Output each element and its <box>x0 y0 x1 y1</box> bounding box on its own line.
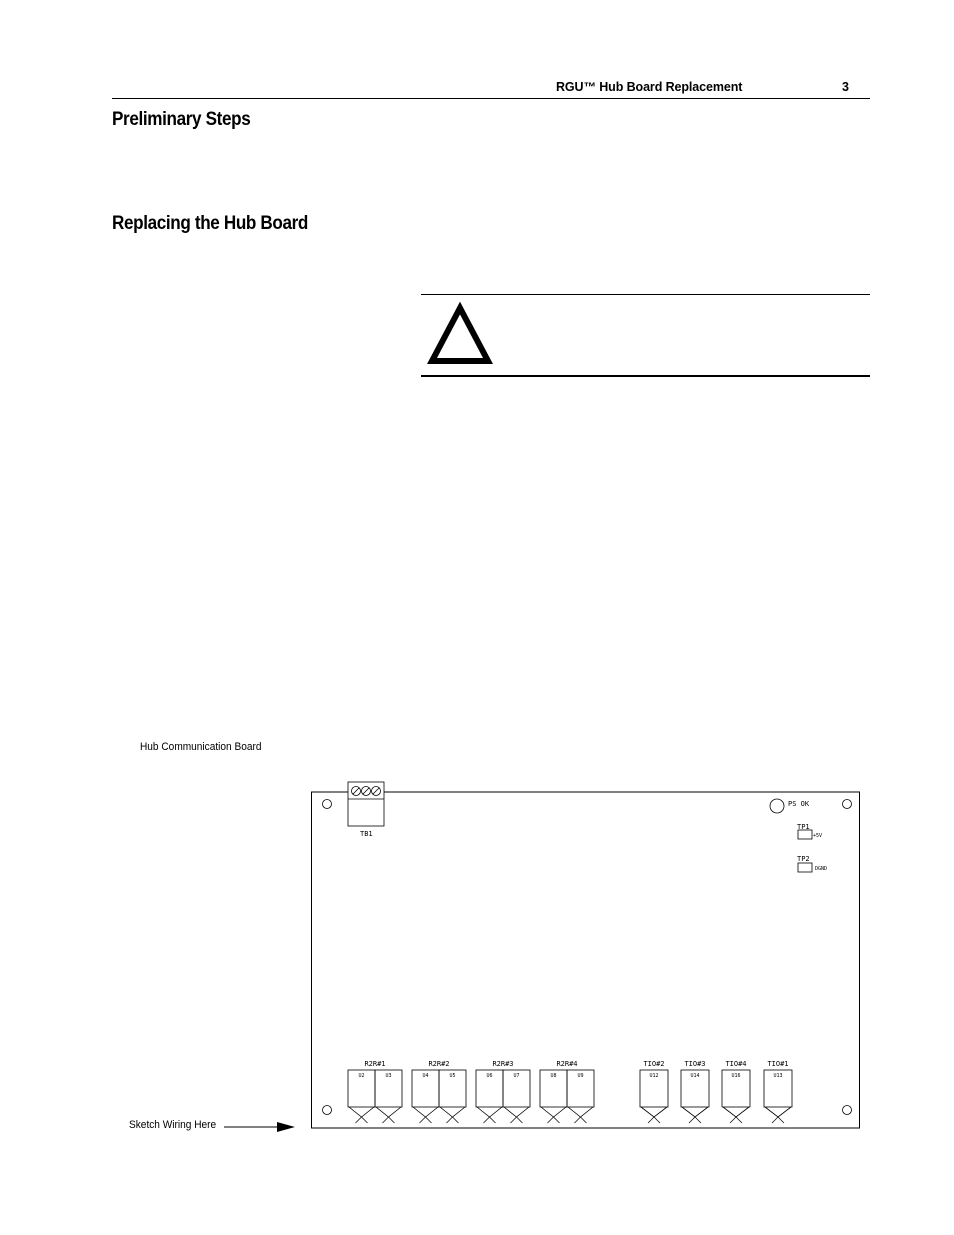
mounting-hole <box>843 800 852 809</box>
connector-label: R2R#3 <box>492 1060 514 1068</box>
terminal-block-label: TB1 <box>360 830 373 838</box>
connector-unit-label: U3 <box>385 1073 392 1079</box>
connector-lead <box>548 1117 554 1123</box>
connector-label: TIO#4 <box>725 1060 747 1068</box>
section-title-replacing-hub-board: Replacing the Hub Board <box>112 213 308 234</box>
ps-ok-label: PS OK <box>788 800 810 808</box>
connector-lead <box>695 1117 701 1123</box>
connector-lead <box>517 1117 523 1123</box>
tp2-pad <box>798 863 812 872</box>
connector-latch <box>477 1107 502 1117</box>
connector-unit-label: U14 <box>690 1073 700 1079</box>
connector-lead <box>730 1117 736 1123</box>
connector-lead <box>356 1117 362 1123</box>
connector-lead <box>490 1117 496 1123</box>
tp1-signal: +5V <box>813 833 823 839</box>
connector-unit-label: U12 <box>649 1073 659 1079</box>
hub-board-diagram <box>310 780 862 1132</box>
connector-lead <box>426 1117 432 1123</box>
connector-unit-label: U9 <box>577 1073 584 1079</box>
section-title-preliminary-steps: Preliminary Steps <box>112 109 251 130</box>
connector-latch <box>349 1107 374 1117</box>
connector-label: R2R#2 <box>428 1060 450 1068</box>
connector-unit-label: U6 <box>486 1073 493 1079</box>
warning-triangle-icon <box>425 300 495 368</box>
connector-label: R2R#1 <box>364 1060 386 1068</box>
connector-lead <box>778 1117 784 1123</box>
connector-lead <box>689 1117 695 1123</box>
connector-lead <box>389 1117 395 1123</box>
connector-lead <box>383 1117 389 1123</box>
connector-unit-label: U5 <box>449 1073 456 1079</box>
tp1-pad <box>798 830 812 839</box>
connector-latch <box>376 1107 401 1117</box>
connector-label: TIO#3 <box>684 1060 706 1068</box>
connector-lead <box>554 1117 560 1123</box>
connector-lead <box>362 1117 368 1123</box>
connector-lead <box>484 1117 490 1123</box>
connector-label: TIO#1 <box>767 1060 789 1068</box>
connector-lead <box>581 1117 587 1123</box>
tp2-signal: DGND <box>815 866 828 872</box>
connector-label: TIO#2 <box>643 1060 665 1068</box>
connector-unit-label: U7 <box>513 1073 520 1079</box>
connector-latch <box>641 1107 667 1117</box>
connector-latch <box>682 1107 708 1117</box>
mounting-hole <box>323 1106 332 1115</box>
figure-caption: Hub Communication Board <box>140 741 262 753</box>
ps-ok-led <box>770 799 784 813</box>
warning-rule-top <box>421 294 870 295</box>
connector-lead <box>654 1117 660 1123</box>
sketch-wiring-label: Sketch Wiring Here <box>129 1119 217 1131</box>
header-rule <box>112 98 870 99</box>
connector-lead <box>420 1117 426 1123</box>
connector-lead <box>511 1117 517 1123</box>
connector-unit-label: U16 <box>731 1073 741 1079</box>
connector-lead <box>648 1117 654 1123</box>
warning-rule-bottom <box>421 375 870 377</box>
connector-unit-label: U13 <box>773 1073 783 1079</box>
connector-latch <box>440 1107 465 1117</box>
connector-latch <box>541 1107 566 1117</box>
connector-latch <box>723 1107 749 1117</box>
connector-lead <box>772 1117 778 1123</box>
connector-latch <box>568 1107 593 1117</box>
connector-label: R2R#4 <box>556 1060 578 1068</box>
tp1-label: TP1 <box>797 823 810 831</box>
connector-unit-label: U8 <box>550 1073 557 1079</box>
page-number: 3 <box>842 80 849 94</box>
connector-latch <box>504 1107 529 1117</box>
connector-unit-label: U2 <box>358 1073 365 1079</box>
connector-lead <box>575 1117 581 1123</box>
mounting-hole <box>323 800 332 809</box>
mounting-hole <box>843 1106 852 1115</box>
terminal-block-tb1 <box>348 782 384 826</box>
connector-lead <box>447 1117 453 1123</box>
arrow-right-icon <box>224 1119 298 1133</box>
connector-lead <box>736 1117 742 1123</box>
connector-lead <box>453 1117 459 1123</box>
tp2-label: TP2 <box>797 855 810 863</box>
connector-latch <box>765 1107 791 1117</box>
connector-group <box>348 1060 792 1123</box>
running-head-title: RGU™ Hub Board Replacement <box>556 80 743 94</box>
connector-unit-label: U4 <box>422 1073 429 1079</box>
connector-latch <box>413 1107 438 1117</box>
